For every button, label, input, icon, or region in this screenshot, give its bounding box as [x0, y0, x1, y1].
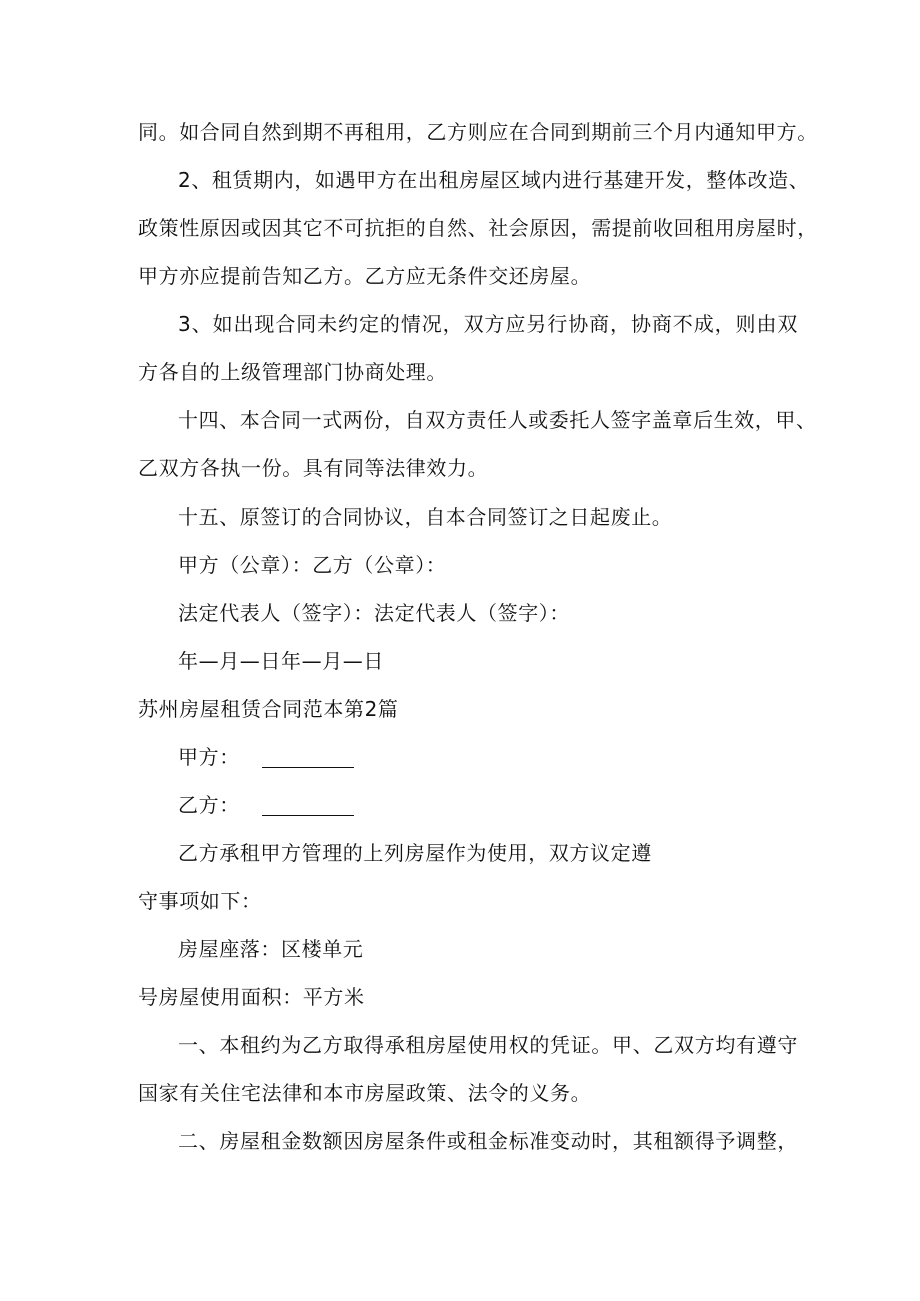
section-heading: 苏州房屋租赁合同范本第2篇 [138, 697, 399, 721]
party-b-blank [262, 795, 354, 816]
paragraph-line: 守事项如下： [138, 889, 262, 913]
paragraph-line: 政策性原因或因其它不可抗拒的自然、社会原因，需提前收回租用房屋时， [138, 216, 818, 240]
party-a-label: 甲方： [178, 745, 240, 769]
party-b-label: 乙方： [178, 793, 240, 817]
party-b-line [178, 791, 838, 819]
party-a-blank [262, 747, 354, 768]
paragraph-line: 十五、原签订的合同协议，自本合同签订之日起废止。 [178, 505, 673, 529]
paragraph-line: 二、房屋租金数额因房屋条件或租金标准变动时，其租额得予调整， [178, 1129, 798, 1153]
signature-seal-line: 甲方（公章）：乙方（公章）： [178, 553, 447, 577]
paragraph-line: 国家有关住宅法律和本市房屋政策、法令的义务。 [138, 1081, 592, 1105]
paragraph-line: 号房屋使用面积：平方米 [138, 985, 365, 1009]
paragraph-line: 十四、本合同一式两份，自双方责任人或委托人签字盖章后生效，甲、 [178, 408, 817, 432]
paragraph-line: 3、如出现合同未约定的情况，双方应另行协商，协商不成，则由双 [178, 312, 798, 336]
paragraph-line: 2、租赁期内，如遇甲方在出租房屋区域内进行基建开发，整体改造、 [178, 168, 810, 192]
paragraph-line: 乙方承租甲方管理的上列房屋作为使用，双方议定遵 [178, 841, 652, 865]
paragraph-line: 甲方亦应提前告知乙方。乙方应无条件交还房屋。 [138, 264, 592, 288]
paragraph-line: 房屋座落：区楼单元 [178, 937, 364, 961]
paragraph-line: 一、本租约为乙方取得承租房屋使用权的凭证。甲、乙双方均有遵守 [178, 1033, 798, 1057]
paragraph-line: 同。如合同自然到期不再租用，乙方则应在合同到期前三个月内通知甲方。 [138, 120, 818, 144]
paragraph-line: 乙双方各执一份。具有同等法律效力。 [138, 456, 489, 480]
signature-representative-line: 法定代表人（签字）：法定代表人（签字）： [178, 601, 570, 625]
paragraph-line: 方各自的上级管理部门协商处理。 [138, 360, 447, 384]
signature-date-line: 年—月—日年—月—日 [178, 649, 384, 673]
party-a-line [178, 743, 838, 771]
